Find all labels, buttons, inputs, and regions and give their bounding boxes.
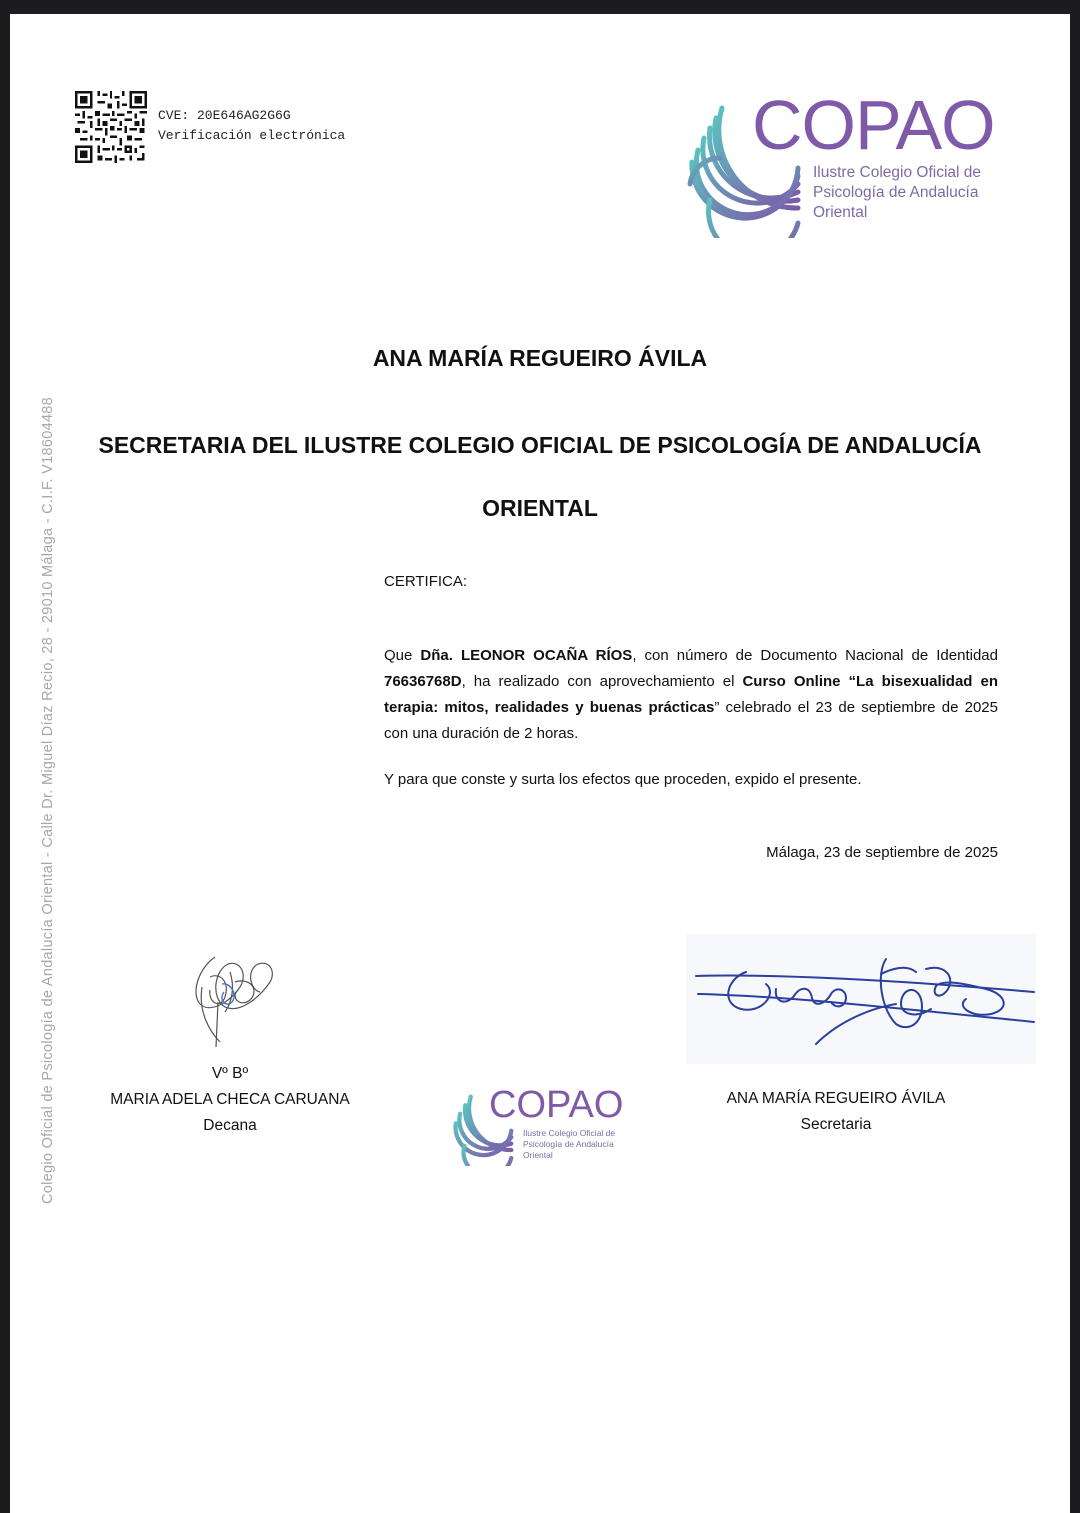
copao-logo	[670, 88, 1000, 238]
logo-subtitle-line: Psicología de Andalucía	[813, 184, 979, 201]
signatory-name-title: ANA MARÍA REGUEIRO ÁVILA	[372, 345, 708, 371]
vobo-label: Vº Bº	[211, 1065, 249, 1082]
logo-brand: COPAO	[752, 86, 995, 164]
logo-subtitle-line: Ilustre Colegio Oficial de	[813, 164, 981, 181]
logo-subtitle-line: Oriental	[523, 1150, 553, 1160]
logo-subtitle	[813, 163, 981, 223]
decana-signature-icon	[180, 942, 300, 1052]
decana-signature-block	[100, 1061, 360, 1139]
signatory-role-title	[90, 414, 990, 540]
logo-subtitle-line: Psicología de Andalucía	[523, 1139, 614, 1149]
qr-code-icon	[75, 91, 147, 163]
certificate-paragraph	[384, 643, 998, 747]
logo-subtitle	[523, 1128, 615, 1161]
text-span: ” celebrado el 23 de septiembre de 2025 con una duración de 2 horas.	[384, 699, 998, 742]
secretaria-name: ANA MARÍA REGUEIRO ÁVILA	[726, 1090, 946, 1107]
decana-role: Decana	[203, 1117, 257, 1134]
logo-subtitle-line: Oriental	[813, 204, 868, 221]
secretaria-signature-block	[700, 1086, 972, 1138]
dni-number: 76636768D	[384, 673, 462, 690]
role-line: SECRETARIA DEL ILUSTRE COLEGIO OFICIAL DE PSICOLOGÍA DE ANDALUCÍA	[98, 432, 982, 458]
logo-subtitle-line: Ilustre Colegio Oficial de	[523, 1128, 616, 1138]
student-name: Dña. LEONOR OCAÑA RÍOS	[420, 647, 633, 664]
cve-code: CVE: 20E646AG2G6G	[158, 108, 291, 123]
course-title: La bisexualidad en terapia: mitos, realidades y buenas prácticas	[384, 673, 998, 716]
course-type: Curso Online	[742, 673, 841, 690]
cve-block	[158, 106, 345, 146]
quote-mark: “	[840, 673, 857, 690]
role-line: ORIENTAL	[482, 495, 598, 521]
text-span: Que	[384, 647, 421, 664]
certificate-page	[10, 14, 1070, 1513]
side-address-text: Colegio Oficial de Psicología de Andalucía Oriental - Calle Dr. Miguel Díaz Recio, 28 - 29010 Málaga - C.I.F. V18604488	[40, 396, 56, 1204]
copao-logo-small	[443, 1086, 643, 1176]
secretaria-role: Secretaria	[800, 1116, 872, 1133]
decana-name: MARIA ADELA CHECA CARUANA	[110, 1091, 350, 1108]
place-date: Málaga, 23 de septiembre de 2025	[766, 844, 998, 861]
certifica-heading: CERTIFICA:	[384, 573, 468, 590]
text-span: , con número de Documento Nacional de Identidad	[632, 647, 998, 664]
logo-brand: COPAO	[489, 1084, 624, 1126]
verification-label: Verificación electrónica	[158, 128, 346, 143]
closing-sentence: Y para que conste y surta los efectos que proceden, expido el presente.	[384, 771, 862, 788]
text-span: , ha realizado con aprovechamiento el	[461, 673, 743, 690]
secretaria-signature-icon	[686, 934, 1036, 1064]
